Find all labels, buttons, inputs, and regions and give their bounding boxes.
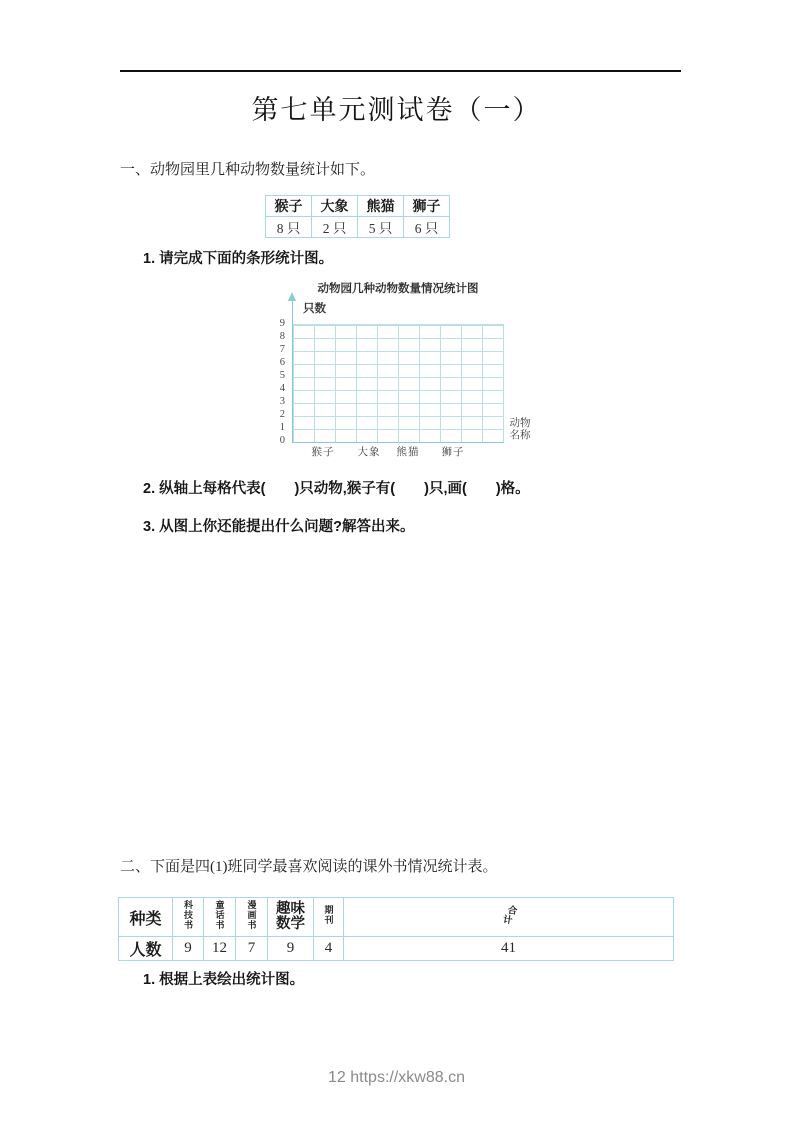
y-axis-title: 只数 xyxy=(303,303,326,315)
animal-header-cell: 大象 xyxy=(312,196,358,217)
question-2-1: 1. 根据上表绘出统计图。 xyxy=(143,972,305,988)
y-tick-label: 4 xyxy=(279,383,285,394)
animal-value-cell: 8 只 xyxy=(266,217,312,238)
reading-count-cell: 7 xyxy=(236,937,268,961)
reading-col-header-label: 趣味数学 xyxy=(276,900,305,932)
animal-value-cell: 2 只 xyxy=(312,217,358,238)
reading-col-header xyxy=(204,898,236,937)
animal-value-cell: 6 只 xyxy=(404,217,450,238)
y-tick-label: 0 xyxy=(279,435,285,446)
reading-col-header xyxy=(236,898,268,937)
page-title: 第七单元测试卷（一） xyxy=(251,95,542,125)
y-tick-label: 1 xyxy=(279,422,285,433)
reading-col-header xyxy=(344,898,674,937)
y-tick-label: 3 xyxy=(279,396,285,407)
animal-table-header-row xyxy=(266,196,450,217)
animal-table-value-row xyxy=(266,217,450,238)
animal-value-cell: 5 只 xyxy=(358,217,404,238)
question-1-3: 3. 从图上你还能提出什么问题?解答出来。 xyxy=(143,519,415,535)
section1-heading: 一、动物园里几种动物数量统计如下。 xyxy=(120,162,376,178)
y-tick-label: 2 xyxy=(279,409,285,420)
diag-char: 合 xyxy=(507,905,519,918)
section2-heading: 二、下面是四(1)班同学最喜欢阅读的课外书情况统计表。 xyxy=(120,859,498,875)
y-tick-label: 5 xyxy=(279,370,285,381)
animal-count-table xyxy=(265,195,450,238)
x-axis-categories xyxy=(292,444,504,458)
x-category-label: 猴子 xyxy=(311,447,335,458)
x-category-label: 熊猫 xyxy=(396,447,420,458)
reading-col-header-label: 童话书 xyxy=(214,899,225,930)
reading-col-header xyxy=(314,898,344,937)
animal-header-cell: 猴子 xyxy=(266,196,312,217)
reading-count-cell: 12 xyxy=(204,937,236,961)
reading-count-cell: 4 xyxy=(314,937,344,961)
reading-count-cell: 9 xyxy=(173,937,204,961)
y-tick-label: 7 xyxy=(279,344,285,355)
header-rule xyxy=(120,70,681,72)
reading-table-data-row xyxy=(119,937,674,961)
y-tick-label: 9 xyxy=(279,318,285,329)
reading-col-header xyxy=(268,898,314,937)
y-tick-label: 6 xyxy=(279,357,285,368)
reading-table-count-label: 人数 xyxy=(119,937,173,961)
question-1-2: 2. 纵轴上每格代表( )只动物,猴子有( )只,画( )格。 xyxy=(143,481,530,497)
y-tick-label: 8 xyxy=(279,331,285,342)
x-category-label: 大象 xyxy=(357,447,381,458)
x-axis-title: 动物名称 xyxy=(509,418,531,441)
chart-plot-grid xyxy=(292,324,504,443)
reading-col-header-label: 期刊 xyxy=(323,904,334,925)
y-axis-arrow-icon xyxy=(288,292,296,301)
reading-col-header-label xyxy=(499,905,518,927)
x-category-label: 狮子 xyxy=(441,447,465,458)
chart-title: 动物园几种动物数量情况统计图 xyxy=(317,283,479,295)
question-1-1: 1. 请完成下面的条形统计图。 xyxy=(143,251,334,267)
reading-survey-table xyxy=(118,897,674,961)
page-footer: 12 https://xkw88.cn xyxy=(328,1069,465,1086)
reading-col-header-label: 科技书 xyxy=(183,899,193,930)
reading-count-cell: 9 xyxy=(268,937,314,961)
reading-col-header xyxy=(173,898,204,937)
y-axis-ticks xyxy=(268,318,288,446)
reading-col-header-label: 漫画书 xyxy=(246,899,257,930)
reading-table-kind-label: 种类 xyxy=(119,898,173,937)
y-axis-line xyxy=(292,301,293,324)
diag-char: 计 xyxy=(502,915,514,927)
animal-header-cell: 狮子 xyxy=(404,196,450,217)
reading-table-header-row xyxy=(119,898,674,937)
reading-count-cell: 41 xyxy=(344,937,674,961)
animal-header-cell: 熊猫 xyxy=(358,196,404,217)
